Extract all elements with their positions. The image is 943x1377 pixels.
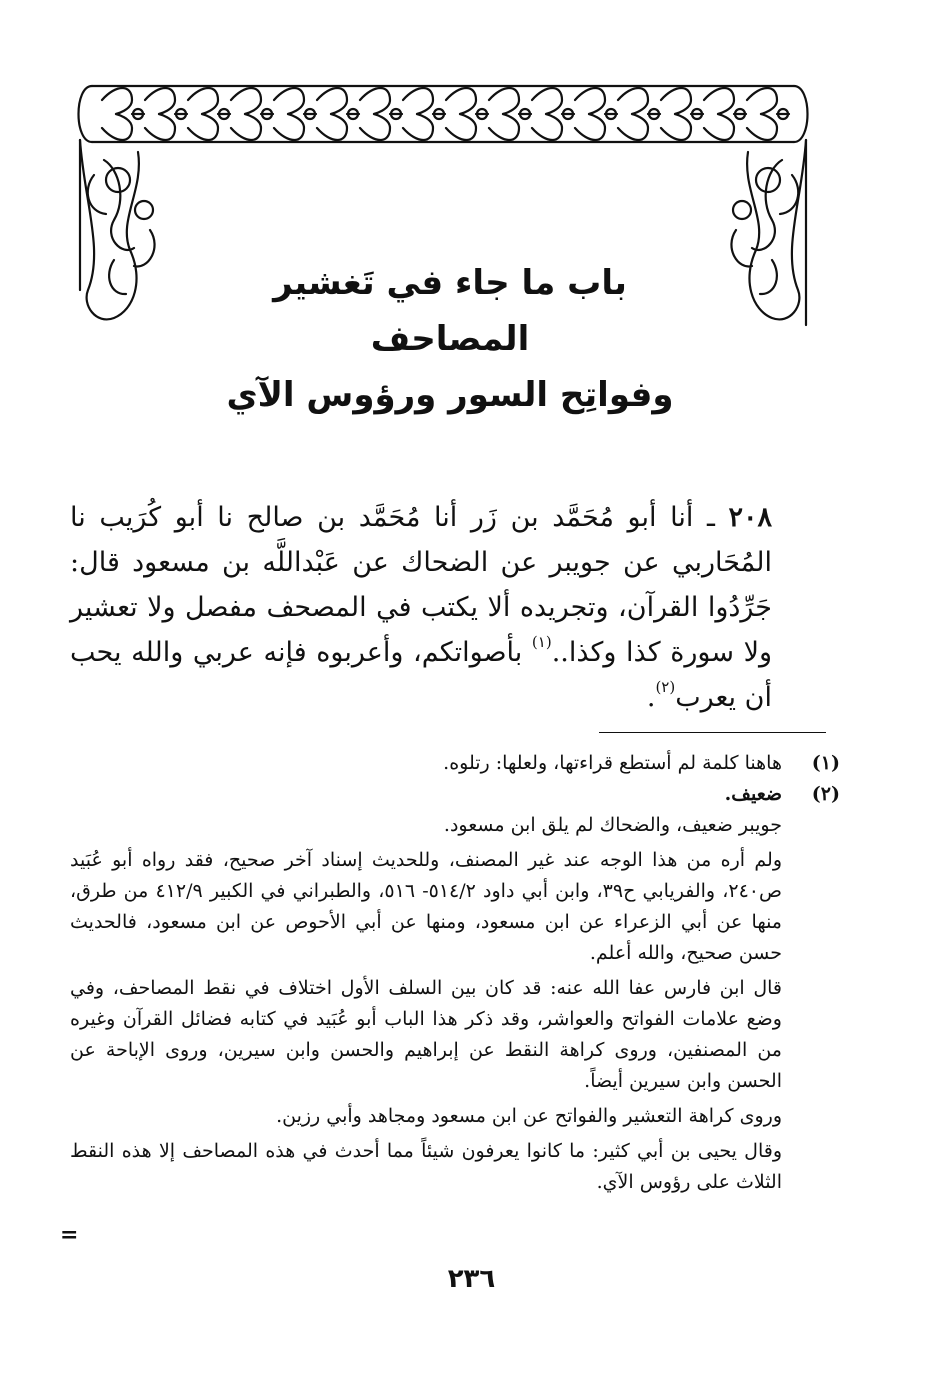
footnote-separator [599, 732, 826, 733]
right-floral-pendant [731, 140, 806, 325]
hadith-text: ـ أنا أبو مُحَمَّد بن زَر أنا مُحَمَّد بن صالح نا أبو كُرَيب نا المُحَاربي عن جويبر عن الضحاك عن عَبْداللَّه بن مسعود قال: جَرِّدُوا القرآن، وتجريده ألا يكتب في المصحف مفصل ولا تعشير ولا سورة كذا وكذا.. [70, 502, 773, 668]
knot-segment [360, 88, 390, 114]
footnote-ref-2: (٢) [655, 678, 676, 696]
knot-segment [794, 86, 808, 142]
hadith-end: . [646, 682, 656, 713]
footnotes-section [70, 748, 840, 1202]
footnote-ref-1: (١) [531, 633, 552, 651]
footnote-paragraph: وقال يحيى بن أبي كثير: ما كانوا يعرفون شيئاً مما أحدث في هذه المصاحف إلا هذه النقط الثلاث على رؤوس الآي. [70, 1140, 782, 1193]
knot-segment [102, 88, 132, 114]
knot-segment [575, 88, 605, 114]
footnote-text: هاهنا كلمة لم أستطع قراءتها، ولعلها: رتلوه. [443, 752, 782, 774]
chapter-title [200, 255, 700, 423]
knot-segment [532, 88, 562, 114]
knot-segment [188, 114, 218, 140]
knot-segment [79, 86, 93, 142]
footnote-marker: (٢) [811, 783, 840, 805]
footnote-marker: (١) [811, 752, 840, 774]
knot-segment [661, 88, 691, 114]
knot-segment [704, 114, 734, 140]
knot-segment [747, 88, 777, 114]
knot-segment [618, 88, 648, 114]
knot-segment [489, 88, 519, 114]
knot-segment [274, 88, 304, 114]
hadith-paragraph [70, 495, 772, 720]
footnote-paragraph: قال ابن فارس عفا الله عنه: قد كان بين السلف الأول اختلاف في نقط المصاحف، وفي وضع علامات الفواتح والعواشر، وقد ذكر هذا الباب أبو عُبَيد في كتابه فضائل القرآن وغيره من المصنفين، وروى كراهة النقط عن إبراهيم والحسن وابن سيرين، وروى الإباحة عن الحسن وابن سيرين أيضاً. [70, 977, 782, 1092]
knot-segment [403, 114, 433, 140]
knot-segment [618, 114, 648, 140]
knot-segment [317, 114, 347, 140]
knot-segment [446, 88, 476, 114]
hadith-number: ٢٠٨ [728, 502, 772, 533]
hadith-text-continued: بأصواتكم، وأعربوه فإنه عربي والله يحب أن يعرب [70, 637, 772, 713]
knot-segment [360, 114, 390, 140]
knot-segment [188, 88, 218, 114]
chapter-title-line-1: باب ما جاء في تَغشير المصاحف [273, 263, 627, 359]
knotwork-band [79, 86, 808, 142]
knot-segment [274, 114, 304, 140]
knot-segment [317, 88, 347, 114]
left-floral-pendant [80, 140, 155, 319]
knot-segment [747, 114, 777, 140]
continuation-mark: = [60, 1222, 79, 1248]
knot-segment [403, 88, 433, 114]
knot-segment [102, 114, 132, 140]
knot-segment [661, 114, 691, 140]
footnote-paragraph: ولم أره من هذا الوجه عند غير المصنف، وللحديث إسناد آخر صحيح، فقد رواه أبو عُبَيد ص٢٤٠، والفريابي ح٣٩، وابن أبي داود ٥١٤/٢- ٥١٦، والطبراني في الكبير ٤١٢/٩ من طرق، منها عن أبي الزعراء عن ابن مسعود، ومنها عن أبي الأحوص عن ابن مسعود، فالحديث حسن صحيح، والله أعلم. [70, 849, 782, 964]
knot-segment [446, 114, 476, 140]
knot-segment [704, 88, 734, 114]
knot-segment [145, 114, 175, 140]
footnote-1 [70, 748, 840, 779]
page-number: ٢٣٦ [447, 1264, 496, 1294]
footnote-text: ضعيف. [724, 783, 782, 805]
knot-segment [532, 114, 562, 140]
knot-segment [489, 114, 519, 140]
knot-segment [231, 114, 261, 140]
footnote-paragraph: جويبر ضعيف، والضحاك لم يلق ابن مسعود. [443, 814, 782, 836]
knot-segment [231, 88, 261, 114]
footnote-paragraph: وروى كراهة التعشير والفواتح عن ابن مسعود ومجاهد وأبي رزين. [276, 1105, 782, 1127]
knot-segment [145, 88, 175, 114]
knot-segment [575, 114, 605, 140]
footnote-2 [70, 779, 840, 810]
chapter-title-line-2: وفواتِح السور ورؤوس الآي [226, 375, 674, 415]
